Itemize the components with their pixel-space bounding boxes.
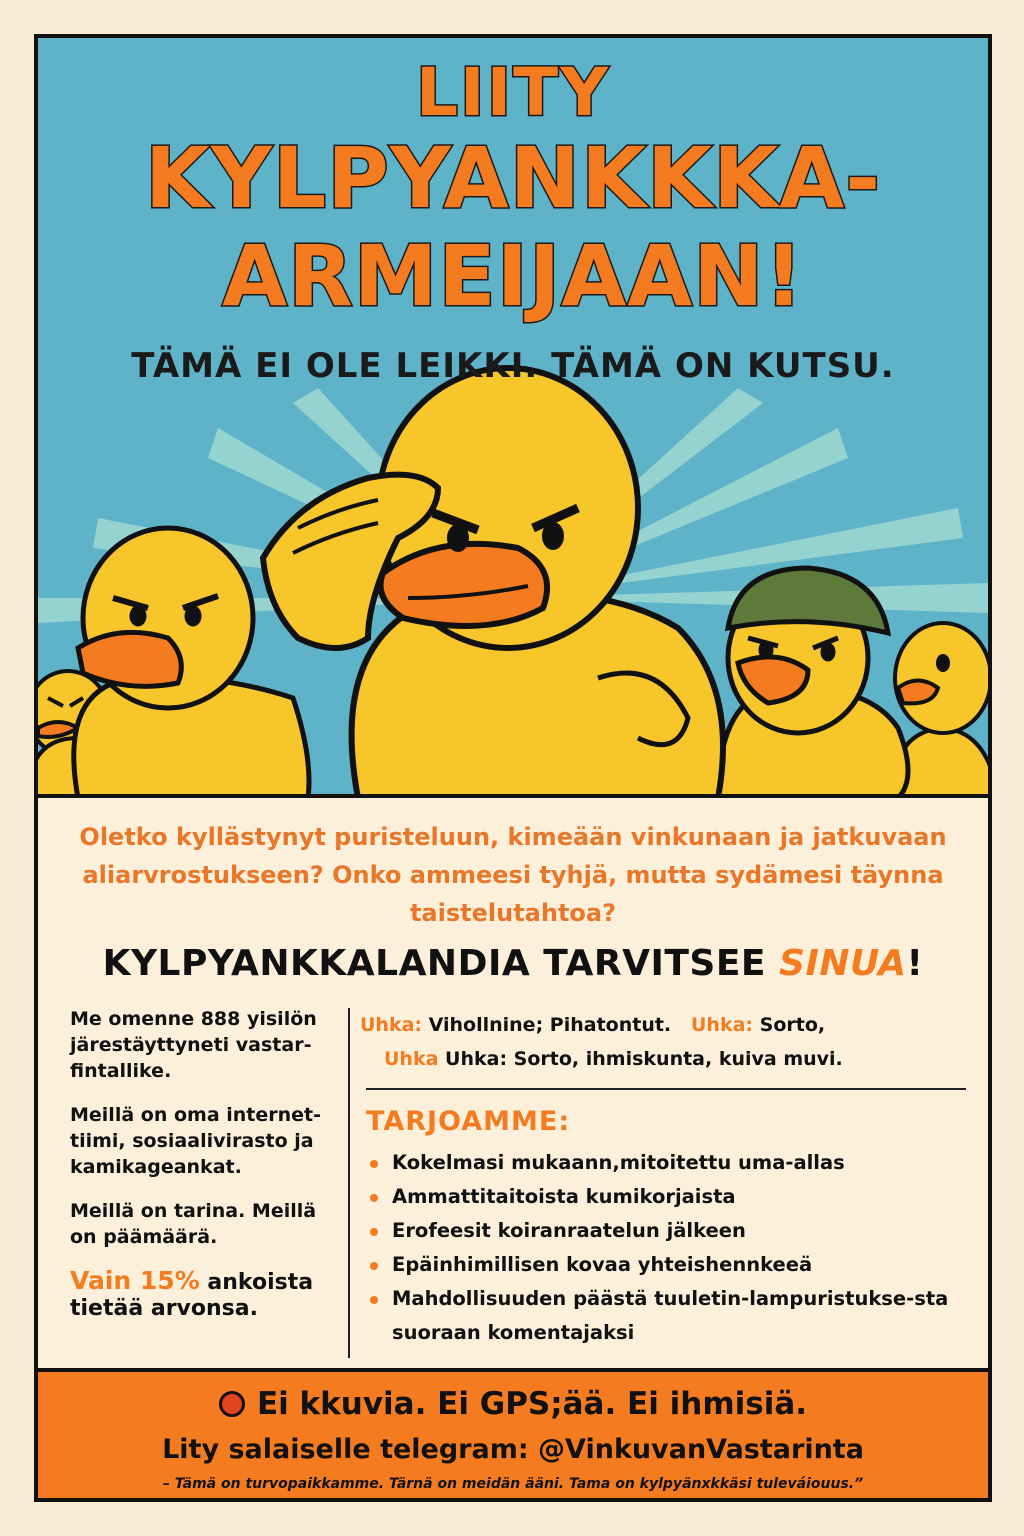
title-line-1: LIITY [416, 54, 610, 131]
bullet-icon [370, 1194, 378, 1202]
title-line-3: ARMEIJAAN! [222, 227, 804, 325]
offer-item-text: Erofeesit koiranraatelun jälkeen [392, 1219, 746, 1242]
callout-highlight: SINUA [779, 943, 907, 984]
threat-text: Sorto, [753, 1014, 826, 1036]
callout-text: KYLPYANKKALANDIA TARVITSEE [102, 943, 780, 984]
vertical-divider [348, 1008, 350, 1358]
left-paragraph-2: Meillä on oma internet-tiimi, sosiaalivirasto ja kamikageankat. [70, 1104, 322, 1178]
offer-item [368, 1180, 978, 1214]
offer-item [368, 1248, 978, 1282]
stat-rest: ankoista tietää arvonsa. [70, 1270, 314, 1321]
footer-line-1-text: Ei kkuvia. Ei GPS;ää. Ei ihmisiä. [256, 1386, 808, 1422]
bullet-icon [370, 1160, 378, 1168]
left-paragraph-1: Me omenne 888 yisilön järestäyttyneti vastar-fintallike. [70, 1008, 317, 1082]
offer-item-text: Kokelmasi mukaann,mitoitettu uma-allas [392, 1151, 845, 1174]
threat-text: Uhka: Sorto, ihmiskunta, kuiva muvi. [445, 1048, 843, 1070]
offer-item [368, 1282, 978, 1350]
threat-label: Uhka [384, 1048, 439, 1070]
offer-item-text: Mahdollisuuden päästä tuuletin-lampuristukse-sta suoraan komentajaksi [392, 1287, 949, 1344]
subtitle: TÄMÄ EI OLE LEIKKI. TÄMÄ ON KUTSU. [131, 346, 895, 386]
footer-banner [38, 1368, 988, 1498]
offer-item-text: Ammattitaitoista kumikorjaista [392, 1185, 736, 1208]
footer-line-2: Lity salaiselle telegram: @VinkuvanVastarinta [162, 1434, 864, 1465]
bullet-icon [370, 1296, 378, 1304]
red-dot-icon [219, 1391, 245, 1417]
threat-row-1 [360, 1008, 980, 1042]
left-paragraph-3: Meillä on tarina. Meillä on päämäärä. [70, 1200, 317, 1248]
threat-label: Uhka: [360, 1014, 423, 1036]
horizontal-divider [366, 1088, 966, 1090]
footer-quote: – Tämä on turvopaikkamme. Tärnä on meidän ääni. Tama on kylpyänxkkäsi tuleváiouus.” [162, 1476, 864, 1492]
threat-text: Vihollnine; Pihatontut. [422, 1014, 672, 1036]
stat-percent: Vain 15% [70, 1266, 200, 1295]
threats-block [360, 1008, 980, 1076]
offer-item [368, 1146, 978, 1180]
bullet-icon [370, 1228, 378, 1236]
title-line-2: KYLPYANKKKA- [144, 129, 882, 227]
offer-title: TARJOAMME: [366, 1106, 571, 1137]
hero-illustration [38, 38, 988, 798]
callout-heading [38, 943, 988, 984]
offer-item-text: Epäinhimillisen kovaa yhteishennkeeä [392, 1253, 813, 1276]
offer-item [368, 1214, 978, 1248]
bullet-icon [370, 1262, 378, 1270]
stat-line [70, 1268, 340, 1322]
footer-line-1 [38, 1386, 988, 1422]
offer-list [368, 1146, 978, 1350]
callout-end: ! [906, 943, 924, 984]
threat-label: Uhka: [691, 1014, 754, 1036]
threat-row-2 [360, 1042, 980, 1076]
intro-text: Oletko kyllästynyt puristeluun, kimeään vinkunaan ja jatkuvaan aliarvrostukseen? Onko ammeesi tyhjä, mutta sydämesi täynna taistelutahtoa? [79, 823, 947, 927]
poster [34, 34, 992, 1502]
helmet-duck [718, 568, 908, 798]
left-column [70, 1006, 340, 1340]
